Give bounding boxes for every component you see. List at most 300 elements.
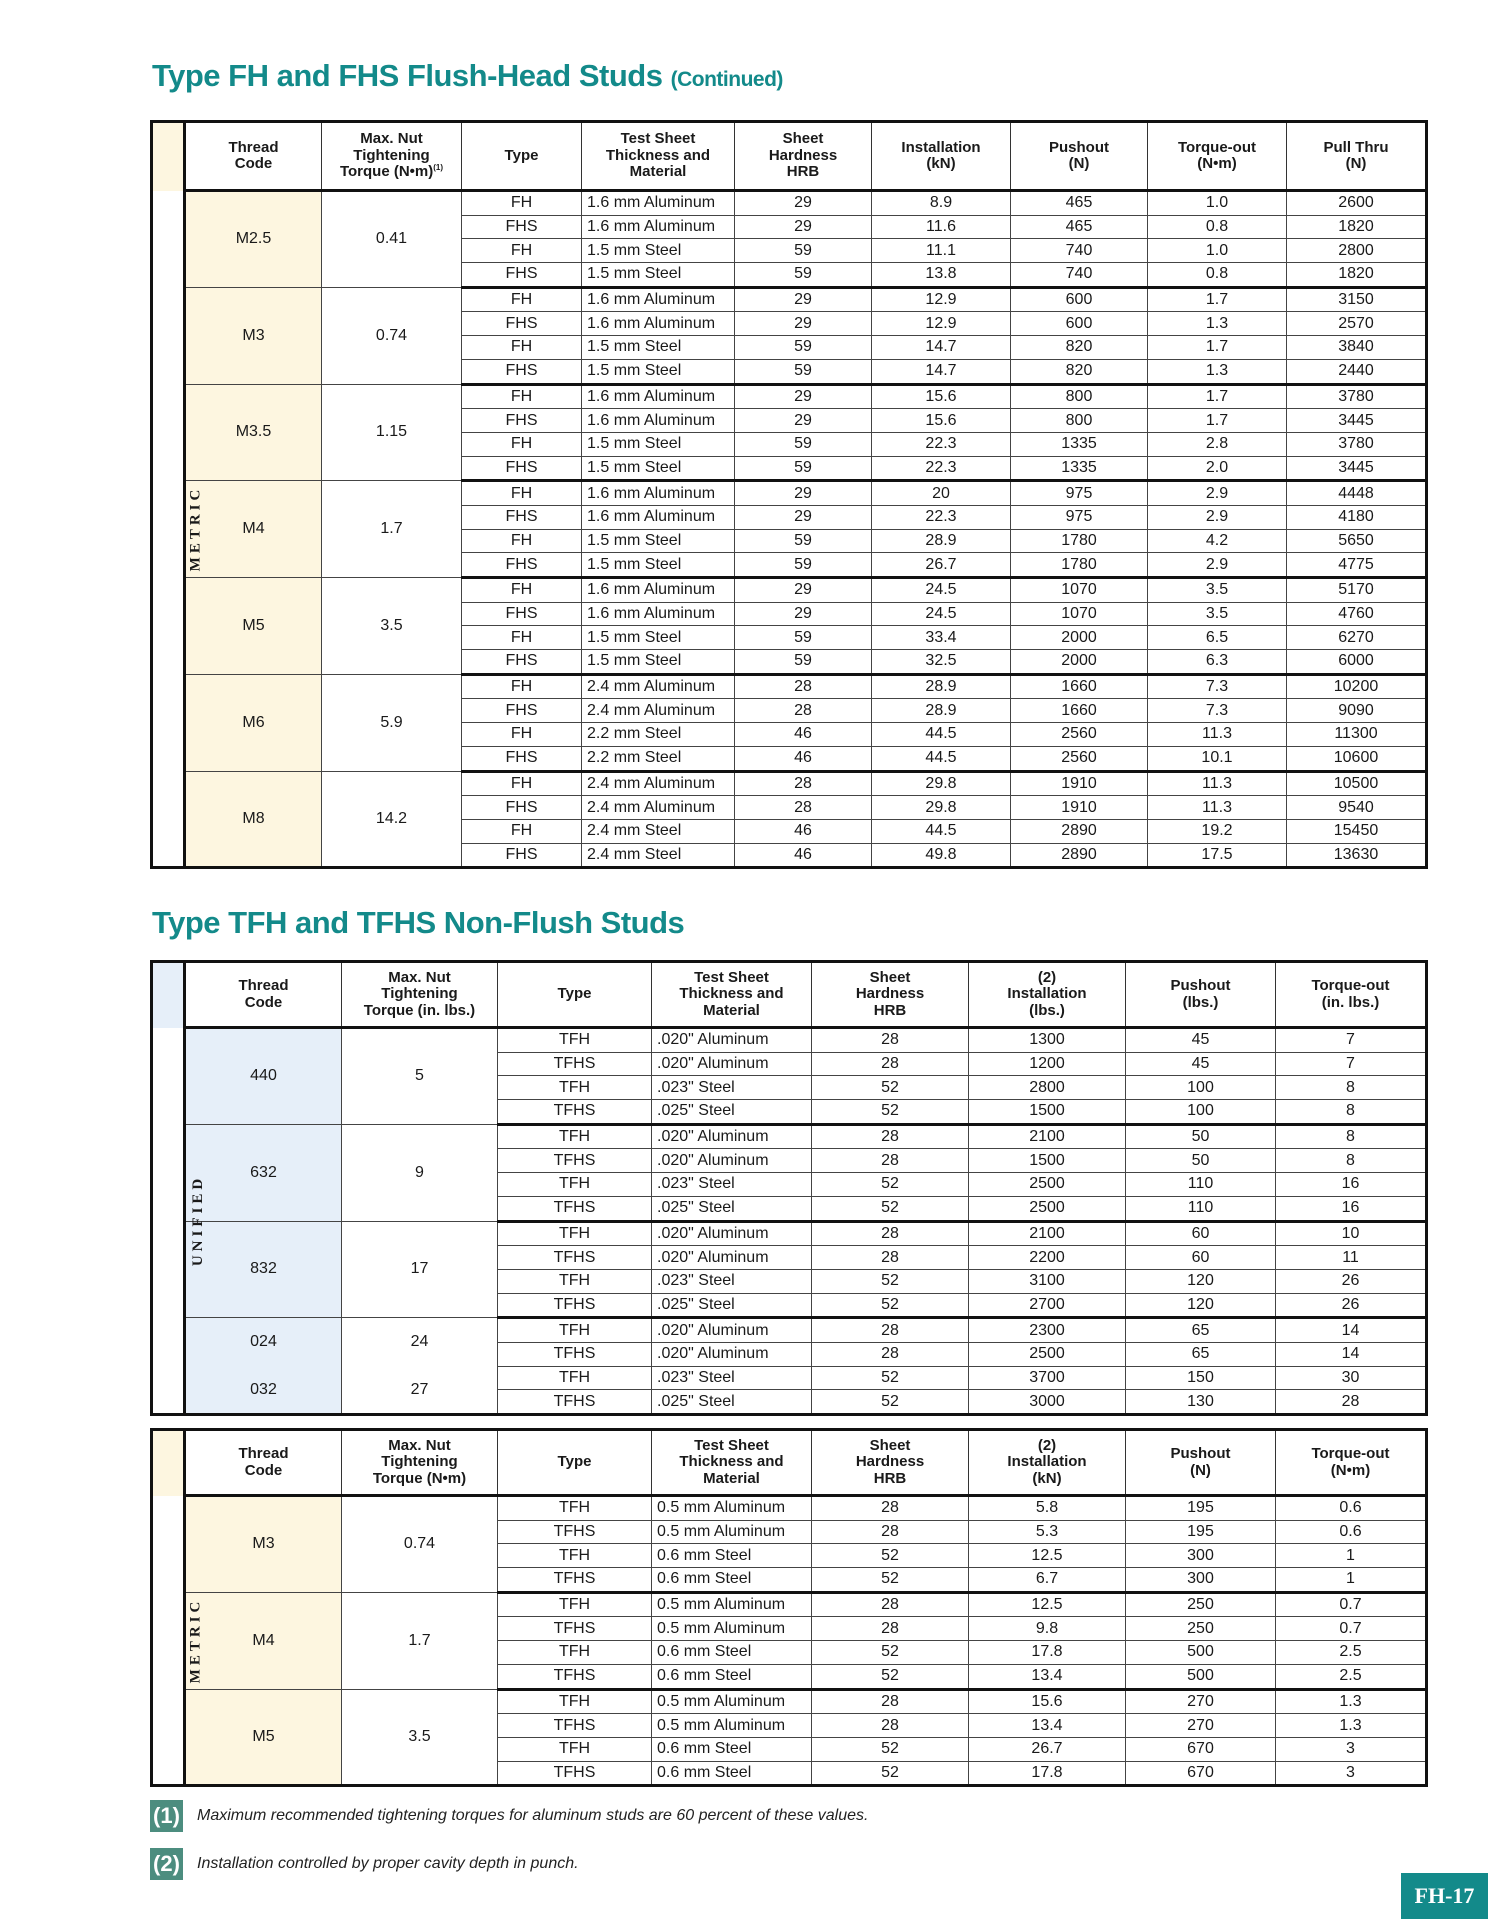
thread-code: M3.5 <box>185 384 322 481</box>
column-header: Pushout (N) <box>1126 1430 1276 1496</box>
cell-hrb: 29 <box>735 287 872 312</box>
max-nut-torque: 0.74 <box>322 287 462 384</box>
cell-pushout: 2890 <box>1011 843 1148 868</box>
cell-torque-out: 1.0 <box>1148 191 1287 216</box>
cell-pushout: 975 <box>1011 481 1148 506</box>
cell-type: TFHS <box>498 1568 652 1593</box>
cell-install: 1200 <box>969 1052 1126 1076</box>
cell-install: 13.8 <box>872 263 1011 288</box>
cell-pull-thru: 4775 <box>1287 553 1427 578</box>
max-nut-torque: 1.15 <box>322 384 462 481</box>
cell-pushout: 45 <box>1126 1052 1276 1076</box>
cell-hrb: 28 <box>735 796 872 820</box>
footnote-1 <box>150 1800 868 1832</box>
cell-material: 0.6 mm Steel <box>652 1641 812 1665</box>
footnote-2 <box>150 1848 579 1880</box>
column-header: Type <box>462 122 582 191</box>
cell-hrb: 28 <box>812 1124 969 1149</box>
cell-torque-out: 14 <box>1276 1318 1427 1343</box>
cell-install: 5.8 <box>969 1496 1126 1521</box>
cell-install: 2700 <box>969 1293 1126 1318</box>
cell-torque-out: 2.9 <box>1148 505 1287 529</box>
cell-pushout: 250 <box>1126 1592 1276 1617</box>
cell-material: 0.5 mm Aluminum <box>652 1714 812 1738</box>
cell-hrb: 46 <box>735 819 872 843</box>
cell-material: .023" Steel <box>652 1269 812 1293</box>
cell-torque-out: 14 <box>1276 1342 1427 1366</box>
cell-torque-out: 19.2 <box>1148 819 1287 843</box>
cell-pushout: 130 <box>1126 1390 1276 1415</box>
cell-material: 0.6 mm Steel <box>652 1761 812 1786</box>
thread-code: M2.5 <box>185 191 322 288</box>
cell-pushout: 50 <box>1126 1149 1276 1173</box>
cell-type: FH <box>462 287 582 312</box>
cell-torque-out: 8 <box>1276 1100 1427 1125</box>
cell-pushout: 740 <box>1011 239 1148 263</box>
cell-hrb: 59 <box>735 336 872 360</box>
cell-pushout: 1335 <box>1011 456 1148 481</box>
table-row <box>152 287 1427 312</box>
cell-material: .025" Steel <box>652 1100 812 1125</box>
cell-material: 2.4 mm Aluminum <box>582 674 735 699</box>
cell-type: TFHS <box>498 1664 652 1689</box>
cell-install: 44.5 <box>872 819 1011 843</box>
side-label-cell <box>152 191 204 868</box>
column-header: Max. Nut Tightening Torque (N•m) <box>342 1430 498 1496</box>
cell-type: FHS <box>462 602 582 626</box>
max-nut-torque: 17 <box>342 1221 498 1318</box>
cell-pushout: 2000 <box>1011 650 1148 675</box>
cell-hrb: 52 <box>812 1293 969 1318</box>
cell-material: .023" Steel <box>652 1076 812 1100</box>
table-row <box>152 1366 1427 1390</box>
footnote-ref: (1) <box>433 163 444 173</box>
cell-type: TFH <box>498 1028 652 1053</box>
non-flush-studs-metric-table <box>150 1428 1428 1787</box>
cell-pushout: 600 <box>1011 312 1148 336</box>
section1-title-suffix: (Continued) <box>670 68 783 91</box>
cell-material: .025" Steel <box>652 1390 812 1415</box>
cell-type: TFH <box>498 1366 652 1390</box>
cell-install: 2100 <box>969 1124 1126 1149</box>
cell-install: 33.4 <box>872 626 1011 650</box>
cell-pull-thru: 6000 <box>1287 650 1427 675</box>
footnote-1-badge: (1) <box>150 1800 183 1832</box>
section1-title-text: Type FH and FHS Flush-Head Studs <box>152 58 663 93</box>
cell-type: FH <box>462 481 582 506</box>
cell-type: TFHS <box>498 1342 652 1366</box>
table-row <box>152 771 1427 796</box>
max-nut-torque: 1.7 <box>342 1592 498 1689</box>
cell-install: 2500 <box>969 1173 1126 1197</box>
cell-pushout: 65 <box>1126 1318 1276 1343</box>
cell-install: 15.6 <box>872 409 1011 433</box>
cell-torque-out: 1.3 <box>1148 312 1287 336</box>
cell-material: .020" Aluminum <box>652 1221 812 1246</box>
cell-hrb: 46 <box>735 843 872 868</box>
cell-material: 0.6 mm Steel <box>652 1664 812 1689</box>
column-header: Torque-out (N•m) <box>1276 1430 1427 1496</box>
cell-hrb: 59 <box>735 239 872 263</box>
cell-pushout: 300 <box>1126 1568 1276 1593</box>
cell-hrb: 28 <box>812 1617 969 1641</box>
cell-material: 2.4 mm Aluminum <box>582 699 735 723</box>
cell-torque-out: 2.5 <box>1276 1664 1427 1689</box>
cell-torque-out: 0.6 <box>1276 1496 1427 1521</box>
column-header: (2) Installation (lbs.) <box>969 962 1126 1028</box>
cell-hrb: 28 <box>812 1714 969 1738</box>
cell-pull-thru: 4760 <box>1287 602 1427 626</box>
cell-pushout: 60 <box>1126 1246 1276 1270</box>
table-row <box>152 384 1427 409</box>
thread-code: M8 <box>185 771 322 868</box>
cell-pushout: 110 <box>1126 1173 1276 1197</box>
cell-material: 1.6 mm Aluminum <box>582 312 735 336</box>
cell-install: 28.9 <box>872 699 1011 723</box>
cell-pull-thru: 4180 <box>1287 505 1427 529</box>
cell-hrb: 52 <box>812 1390 969 1415</box>
cell-torque-out: 8 <box>1276 1124 1427 1149</box>
table-row <box>152 674 1427 699</box>
cell-pushout: 465 <box>1011 191 1148 216</box>
cell-torque-out: 1.3 <box>1276 1714 1427 1738</box>
cell-torque-out: 6.3 <box>1148 650 1287 675</box>
cell-material: 1.5 mm Steel <box>582 359 735 384</box>
cell-type: TFH <box>498 1592 652 1617</box>
column-header: (2) Installation (kN) <box>969 1430 1126 1496</box>
cell-torque-out: 0.7 <box>1276 1617 1427 1641</box>
cell-install: 2200 <box>969 1246 1126 1270</box>
cell-material: .025" Steel <box>652 1293 812 1318</box>
column-header: Max. Nut Tightening Torque (in. lbs.) <box>342 962 498 1028</box>
cell-hrb: 28 <box>812 1689 969 1714</box>
cell-pushout: 670 <box>1126 1737 1276 1761</box>
cell-type: TFH <box>498 1496 652 1521</box>
cell-torque-out: 1.7 <box>1148 409 1287 433</box>
cell-type: TFHS <box>498 1293 652 1318</box>
cell-type: TFH <box>498 1689 652 1714</box>
footnote-2-text: Installation controlled by proper cavity depth in punch. <box>197 1855 579 1872</box>
cell-pushout: 1660 <box>1011 674 1148 699</box>
cell-type: FHS <box>462 796 582 820</box>
cell-material: 2.4 mm Steel <box>582 819 735 843</box>
side-label: UNIFIED <box>190 1175 207 1267</box>
cell-hrb: 52 <box>812 1269 969 1293</box>
table-row <box>152 1496 1427 1521</box>
cell-pushout: 250 <box>1126 1617 1276 1641</box>
cell-type: FHS <box>462 505 582 529</box>
cell-pushout: 1070 <box>1011 602 1148 626</box>
max-nut-torque: 9 <box>342 1124 498 1221</box>
cell-hrb: 59 <box>735 359 872 384</box>
cell-pull-thru: 3780 <box>1287 384 1427 409</box>
thread-code: M6 <box>185 674 322 771</box>
thread-code: M3 <box>185 1496 342 1593</box>
cell-material: 0.6 mm Steel <box>652 1737 812 1761</box>
cell-pull-thru: 2600 <box>1287 191 1427 216</box>
cell-pushout: 465 <box>1011 215 1148 239</box>
cell-material: 1.5 mm Steel <box>582 529 735 553</box>
cell-pushout: 2560 <box>1011 746 1148 771</box>
thread-code: 032 <box>185 1366 342 1414</box>
max-nut-torque: 3.5 <box>342 1689 498 1786</box>
cell-install: 15.6 <box>969 1689 1126 1714</box>
cell-pushout: 975 <box>1011 505 1148 529</box>
cell-type: FH <box>462 239 582 263</box>
cell-pushout: 270 <box>1126 1714 1276 1738</box>
cell-install: 28.9 <box>872 529 1011 553</box>
cell-material: .023" Steel <box>652 1366 812 1390</box>
cell-pull-thru: 9540 <box>1287 796 1427 820</box>
cell-pushout: 500 <box>1126 1641 1276 1665</box>
table-row <box>152 1318 1427 1343</box>
cell-hrb: 52 <box>812 1173 969 1197</box>
thread-code: M3 <box>185 287 322 384</box>
cell-material: .020" Aluminum <box>652 1318 812 1343</box>
cell-hrb: 28 <box>735 699 872 723</box>
cell-type: FH <box>462 626 582 650</box>
cell-hrb: 28 <box>812 1592 969 1617</box>
column-header: Test Sheet Thickness and Material <box>652 1430 812 1496</box>
cell-pull-thru: 2800 <box>1287 239 1427 263</box>
cell-torque-out: 26 <box>1276 1269 1427 1293</box>
cell-hrb: 29 <box>735 505 872 529</box>
cell-install: 2500 <box>969 1196 1126 1221</box>
cell-hrb: 52 <box>812 1568 969 1593</box>
side-header-corner <box>152 1430 185 1496</box>
cell-torque-out: 1.7 <box>1148 336 1287 360</box>
cell-pushout: 100 <box>1126 1100 1276 1125</box>
cell-torque-out: 0.7 <box>1276 1592 1427 1617</box>
cell-hrb: 59 <box>735 626 872 650</box>
cell-torque-out: 0.8 <box>1148 215 1287 239</box>
cell-hrb: 52 <box>812 1544 969 1568</box>
cell-pushout: 150 <box>1126 1366 1276 1390</box>
cell-install: 3700 <box>969 1366 1126 1390</box>
column-header: Pushout (lbs.) <box>1126 962 1276 1028</box>
cell-pushout: 600 <box>1011 287 1148 312</box>
cell-material: 0.5 mm Aluminum <box>652 1689 812 1714</box>
cell-material: 1.5 mm Steel <box>582 239 735 263</box>
cell-hrb: 29 <box>735 602 872 626</box>
cell-type: FHS <box>462 699 582 723</box>
cell-type: FHS <box>462 746 582 771</box>
cell-pushout: 195 <box>1126 1520 1276 1544</box>
side-label: METRIC <box>187 1597 204 1684</box>
cell-install: 22.3 <box>872 432 1011 456</box>
cell-material: 1.6 mm Aluminum <box>582 384 735 409</box>
cell-torque-out: 7 <box>1276 1052 1427 1076</box>
flush-head-studs-table <box>150 120 1428 869</box>
cell-torque-out: 2.9 <box>1148 553 1287 578</box>
cell-pull-thru: 11300 <box>1287 723 1427 747</box>
thread-code: M5 <box>185 578 322 675</box>
cell-type: TFHS <box>498 1761 652 1786</box>
cell-torque-out: 8 <box>1276 1076 1427 1100</box>
thread-code: 832 <box>185 1221 342 1318</box>
cell-pushout: 2560 <box>1011 723 1148 747</box>
cell-material: 0.5 mm Aluminum <box>652 1520 812 1544</box>
thread-code: 632 <box>185 1124 342 1221</box>
cell-pull-thru: 6270 <box>1287 626 1427 650</box>
thread-code: M4 <box>185 481 322 578</box>
cell-pushout: 120 <box>1126 1269 1276 1293</box>
cell-pushout: 2000 <box>1011 626 1148 650</box>
cell-type: FHS <box>462 359 582 384</box>
column-header: Max. Nut Tightening Torque (N•m)$^{(1)}$ <box>322 122 462 191</box>
cell-hrb: 28 <box>812 1149 969 1173</box>
cell-type: FH <box>462 674 582 699</box>
cell-type: FHS <box>462 215 582 239</box>
max-nut-torque: 1.7 <box>322 481 462 578</box>
cell-torque-out: 7 <box>1276 1028 1427 1053</box>
cell-torque-out: 11.3 <box>1148 796 1287 820</box>
cell-torque-out: 3 <box>1276 1737 1427 1761</box>
cell-pull-thru: 5170 <box>1287 578 1427 603</box>
cell-type: TFH <box>498 1269 652 1293</box>
cell-torque-out: 3 <box>1276 1761 1427 1786</box>
cell-pull-thru: 13630 <box>1287 843 1427 868</box>
cell-type: TFH <box>498 1737 652 1761</box>
max-nut-torque: 0.41 <box>322 191 462 288</box>
cell-pushout: 1910 <box>1011 796 1148 820</box>
cell-torque-out: 11.3 <box>1148 723 1287 747</box>
column-header: Sheet Hardness HRB <box>735 122 872 191</box>
cell-hrb: 52 <box>812 1366 969 1390</box>
cell-hrb: 52 <box>812 1664 969 1689</box>
cell-pull-thru: 3445 <box>1287 456 1427 481</box>
cell-material: .023" Steel <box>652 1173 812 1197</box>
column-header: Test Sheet Thickness and Material <box>582 122 735 191</box>
cell-material: 2.4 mm Steel <box>582 843 735 868</box>
side-header-corner <box>152 962 185 1028</box>
cell-material: 1.5 mm Steel <box>582 263 735 288</box>
cell-install: 12.9 <box>872 287 1011 312</box>
cell-material: 1.5 mm Steel <box>582 456 735 481</box>
cell-pushout: 500 <box>1126 1664 1276 1689</box>
cell-install: 2500 <box>969 1342 1126 1366</box>
max-nut-torque: 5.9 <box>322 674 462 771</box>
table-header-row <box>152 122 1427 191</box>
cell-pull-thru: 2440 <box>1287 359 1427 384</box>
cell-hrb: 59 <box>735 456 872 481</box>
cell-install: 26.7 <box>872 553 1011 578</box>
column-header: Thread Code <box>185 122 322 191</box>
cell-install: 44.5 <box>872 723 1011 747</box>
cell-torque-out: 10 <box>1276 1221 1427 1246</box>
cell-torque-out: 2.8 <box>1148 432 1287 456</box>
cell-material: 0.5 mm Aluminum <box>652 1592 812 1617</box>
cell-torque-out: 0.8 <box>1148 263 1287 288</box>
cell-install: 24.5 <box>872 578 1011 603</box>
side-label-cell <box>152 1496 204 1786</box>
cell-type: FHS <box>462 553 582 578</box>
cell-pushout: 300 <box>1126 1544 1276 1568</box>
table-row <box>152 1689 1427 1714</box>
cell-hrb: 59 <box>735 432 872 456</box>
cell-install: 15.6 <box>872 384 1011 409</box>
cell-type: TFHS <box>498 1714 652 1738</box>
cell-type: FH <box>462 819 582 843</box>
thread-code: M4 <box>185 1592 342 1689</box>
cell-type: FHS <box>462 263 582 288</box>
cell-pull-thru: 2570 <box>1287 312 1427 336</box>
cell-type: TFH <box>498 1641 652 1665</box>
cell-hrb: 59 <box>735 553 872 578</box>
cell-torque-out: 6.5 <box>1148 626 1287 650</box>
cell-hrb: 28 <box>812 1246 969 1270</box>
cell-type: FH <box>462 191 582 216</box>
cell-material: .020" Aluminum <box>652 1149 812 1173</box>
cell-pushout: 195 <box>1126 1496 1276 1521</box>
cell-install: 1500 <box>969 1149 1126 1173</box>
cell-material: 1.6 mm Aluminum <box>582 481 735 506</box>
cell-type: FH <box>462 529 582 553</box>
cell-hrb: 28 <box>812 1052 969 1076</box>
cell-hrb: 28 <box>812 1318 969 1343</box>
cell-torque-out: 1.0 <box>1148 239 1287 263</box>
cell-torque-out: 2.9 <box>1148 481 1287 506</box>
cell-type: TFHS <box>498 1390 652 1415</box>
cell-pull-thru: 3150 <box>1287 287 1427 312</box>
cell-install: 13.4 <box>969 1714 1126 1738</box>
cell-install: 11.1 <box>872 239 1011 263</box>
cell-pushout: 1780 <box>1011 529 1148 553</box>
cell-torque-out: 2.5 <box>1276 1641 1427 1665</box>
cell-type: FH <box>462 432 582 456</box>
cell-type: TFHS <box>498 1246 652 1270</box>
max-nut-torque: 0.74 <box>342 1496 498 1593</box>
cell-install: 24.5 <box>872 602 1011 626</box>
cell-type: TFH <box>498 1124 652 1149</box>
cell-torque-out: 10.1 <box>1148 746 1287 771</box>
cell-material: 1.6 mm Aluminum <box>582 215 735 239</box>
cell-material: 0.5 mm Aluminum <box>652 1496 812 1521</box>
column-header: Thread Code <box>185 1430 342 1496</box>
thread-code: 440 <box>185 1028 342 1125</box>
table-row <box>152 1124 1427 1149</box>
table-row <box>152 1028 1427 1053</box>
cell-pull-thru: 5650 <box>1287 529 1427 553</box>
cell-hrb: 52 <box>812 1641 969 1665</box>
cell-hrb: 28 <box>812 1028 969 1053</box>
max-nut-torque: 24 <box>342 1318 498 1366</box>
cell-torque-out: 4.2 <box>1148 529 1287 553</box>
side-header-corner <box>152 122 185 191</box>
cell-torque-out: 1 <box>1276 1568 1427 1593</box>
cell-hrb: 29 <box>735 312 872 336</box>
cell-torque-out: 0.6 <box>1276 1520 1427 1544</box>
column-header: Type <box>498 962 652 1028</box>
cell-material: 1.6 mm Aluminum <box>582 602 735 626</box>
cell-hrb: 29 <box>735 215 872 239</box>
cell-type: TFHS <box>498 1617 652 1641</box>
cell-pushout: 50 <box>1126 1124 1276 1149</box>
cell-type: TFH <box>498 1318 652 1343</box>
cell-hrb: 46 <box>735 746 872 771</box>
cell-material: 1.5 mm Steel <box>582 336 735 360</box>
column-header: Type <box>498 1430 652 1496</box>
cell-pull-thru: 10500 <box>1287 771 1427 796</box>
cell-torque-out: 30 <box>1276 1366 1427 1390</box>
section2-title <box>152 905 684 941</box>
cell-type: TFH <box>498 1076 652 1100</box>
cell-type: TFH <box>498 1221 652 1246</box>
cell-torque-out: 28 <box>1276 1390 1427 1415</box>
cell-hrb: 52 <box>812 1100 969 1125</box>
thread-code: 024 <box>185 1318 342 1366</box>
cell-pushout: 1070 <box>1011 578 1148 603</box>
